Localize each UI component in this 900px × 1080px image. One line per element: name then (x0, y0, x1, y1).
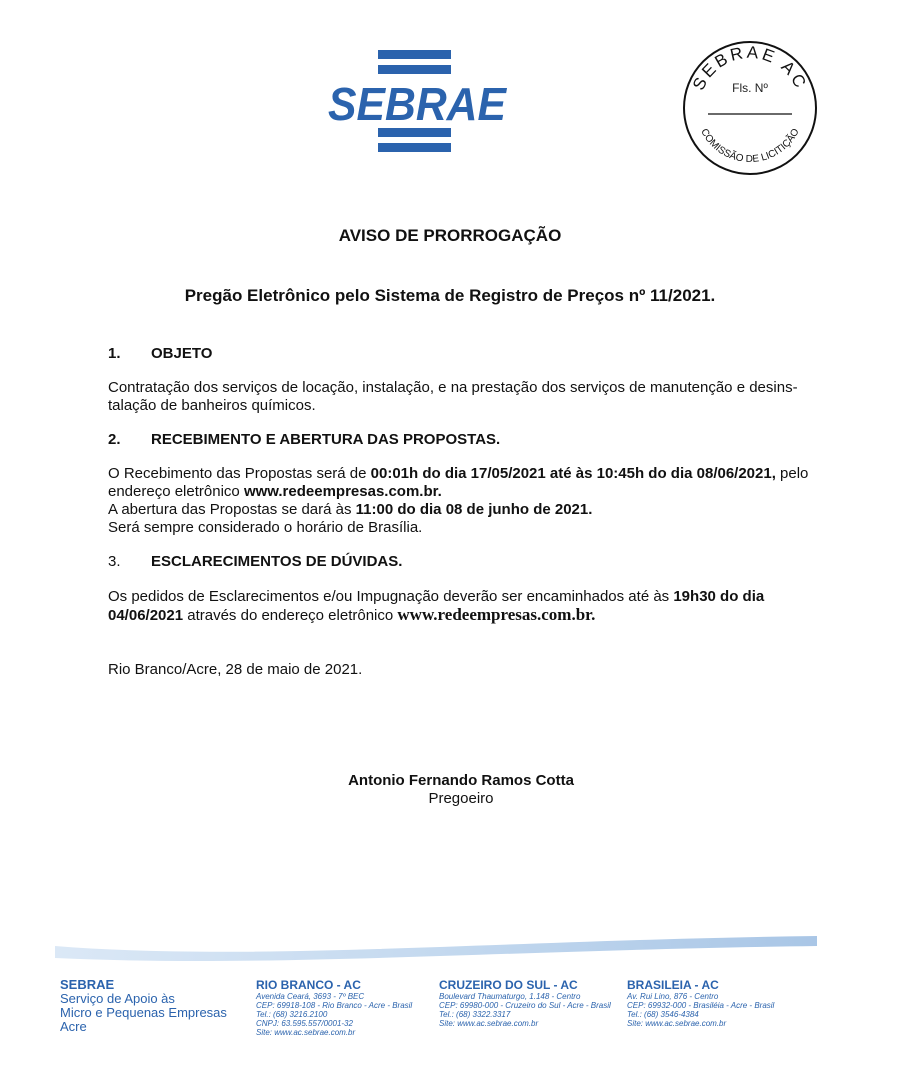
office-line: CEP: 69980-000 - Cruzeiro do Sul - Acre - Brasil (439, 1001, 611, 1010)
section-number: 1. (108, 345, 121, 362)
footer-org-name: SEBRAE (60, 977, 115, 992)
stamp-bottom-text: COMISSÃO DE LICITIÇÃO (698, 126, 802, 166)
document-title: AVISO DE PRORROGAÇÃO (338, 226, 562, 245)
text-run: O Recebimento das Propostas será de (108, 465, 371, 482)
svg-text:COMISSÃO DE LICITIÇÃO (698, 127, 802, 165)
signature-role: Pregoeiro (428, 790, 494, 807)
receipt-period: 00:01h do dia 17/05/2021 até às 10:45h do dia 08/06/2021, (370, 465, 776, 482)
text-run: pelo endereço eletrônico (108, 465, 809, 500)
footer-office-brasileia (627, 978, 774, 1028)
office-line: CEP: 69918-108 - Rio Branco - Acre - Brasil (256, 1001, 413, 1010)
section-1-heading (108, 345, 212, 362)
office-line: Avenida Ceará, 3693 - 7º BEC (256, 992, 365, 1001)
office-line: Boulevard Thaumaturgo, 1.148 - Centro (439, 992, 581, 1001)
office-title: RIO BRANCO - AC (256, 978, 361, 992)
footer-office-rio-branco (256, 978, 412, 1037)
office-line: Tel.: (68) 3322.3317 (439, 1010, 511, 1019)
office-line: Site: www.ac.sebrae.com.br (256, 1028, 356, 1037)
text-run: A abertura das Propostas se dará às (108, 501, 356, 518)
signature-name: Antonio Fernando Ramos Cotta (348, 772, 574, 789)
section-2-heading (108, 431, 500, 448)
sebrae-logo (326, 50, 508, 160)
sebrae-logo-graphic (326, 50, 508, 160)
website-link: www.redeempresas.com.br. (243, 483, 442, 500)
footer-org-line: Micro e Pequenas Empresas (60, 1005, 227, 1020)
office-line: Av. Rui Lino, 876 - Centro (627, 992, 719, 1001)
stamp-fls-label: Fls. Nº (732, 81, 768, 95)
text-run: Os pedidos de Esclarecimentos e/ou Impugnação deverão ser encaminhados até às (108, 588, 674, 605)
office-line: Tel.: (68) 3546-4384 (627, 1010, 699, 1019)
stamp-top-text: SEBRAE AC (688, 42, 812, 94)
office-line: Tel.: (68) 3216.2100 (256, 1010, 328, 1019)
website-link: www.redeempresas.com.br. (397, 605, 596, 624)
office-line: Site: www.ac.sebrae.com.br (627, 1019, 727, 1028)
section-number: 3. (108, 553, 121, 570)
document-subtitle: Pregão Eletrônico pelo Sistema de Registro de Preços nº 11/2021. (184, 286, 716, 305)
section-title: ESCLARECIMENTOS DE DÚVIDAS. (151, 553, 403, 570)
footer-wave (55, 928, 817, 968)
section-number: 2. (108, 431, 121, 448)
footer-org-line: Acre (60, 1019, 87, 1034)
office-line: CNPJ: 63.595.557/0001-32 (256, 1019, 353, 1028)
opening-time: 11:00 do dia 08 de junho de 2021. (355, 501, 593, 518)
office-line: Site: www.ac.sebrae.com.br (439, 1019, 539, 1028)
section-2-paragraph (108, 465, 820, 537)
deadline: 19h30 do dia 04/06/2021 (108, 588, 765, 624)
section-title: RECEBIMENTO E ABERTURA DAS PROPOSTAS. (151, 431, 501, 448)
timezone-note: Será sempre considerado o horário de Brasília. (108, 519, 423, 536)
sebrae-logo-text: SEBRAE (328, 78, 508, 130)
footer-organization (60, 978, 227, 1034)
wave-graphic (55, 928, 817, 968)
footer-office-cruzeiro-do-sul (439, 978, 611, 1028)
place-date: Rio Branco/Acre, 28 de maio de 2021. (108, 661, 363, 678)
text-run: através do endereço eletrônico (183, 607, 398, 624)
office-line: CEP: 69932-000 - Brasiléia - Acre - Brasil (627, 1001, 775, 1010)
section-3-paragraph (108, 588, 820, 625)
office-title: BRASILEIA - AC (627, 978, 719, 992)
section-title: OBJETO (151, 345, 213, 362)
section-1-paragraph: Contratação dos serviços de locação, instalação, e na prestação dos serviços de manutenção e desins- talação de banheiros químicos. (108, 379, 798, 414)
footer-org-line: Serviço de Apoio às (60, 991, 175, 1006)
section-3-heading (108, 553, 402, 570)
office-title: CRUZEIRO DO SUL - AC (439, 978, 578, 992)
stamp-graphic (682, 40, 818, 176)
commission-stamp (682, 40, 818, 176)
